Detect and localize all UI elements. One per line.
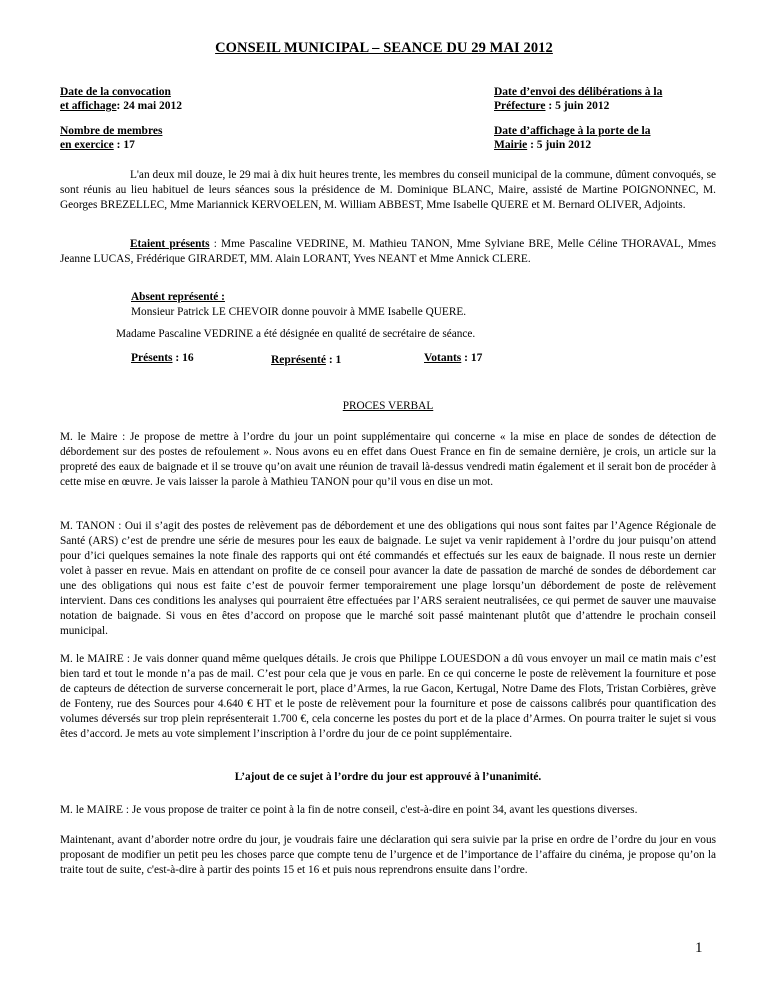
convocation-value: : 24 mai 2012 (116, 100, 183, 112)
presents-text: : Mme Pascaline VEDRINE, M. Mathieu TANON, Mme Sylviane BRE, Melle Céline THORAVAL, Mmes Jeanne LUCAS, Frédérique GIRARDET, MM. Alain LORANT, Yves NEANT et Mme Annick CLERE. (60, 238, 716, 265)
absent-block (131, 290, 716, 320)
membres-count (60, 124, 162, 152)
page-number: 1 (695, 940, 703, 956)
document-title: CONSEIL MUNICIPAL – SEANCE DU 29 MAI 2012 (215, 40, 553, 56)
affichage-label-line1: Date d’affichage à la porte de la (494, 125, 651, 137)
stat-votants-value: : 17 (461, 352, 483, 364)
affichage-label: Mairie (494, 139, 528, 151)
convocation-label-line2 (60, 99, 182, 113)
envoi-label-line2 (494, 99, 662, 113)
stat-represente (271, 354, 341, 366)
stat-votants-label: Votants (424, 352, 462, 364)
stat-votants (424, 352, 482, 364)
membres-label: en exercice (60, 139, 114, 151)
absent-text: Monsieur Patrick LE CHEVOIR donne pouvoir à MME Isabelle QUERE. (131, 306, 467, 318)
convocation-label-line1: Date de la convocation (60, 86, 171, 98)
convocation-label: et affichage (60, 100, 117, 112)
paragraph-tanon: M. TANON : Oui il s’agit des postes de relèvement pas de débordement et une des obligations qui nous sont faites par l’Agence Régionale de Santé (ARS) c’est de prendre une série de mesures pour les eaux de baignade. Le sujet va venir rapidement à l’ordre du jour puisqu’on attend pour d’ici quelques semaines la note finale des rapports qui ont été commandés et effectués sur les eaux de baignade. Il nous reste un dernier volet à passer en revue. Mais en attendant on profite de ce conseil pour avancer la date de passation de marché de sondes de débordement car une des obligations qui nous est faite c’est de pouvoir fermer temporairement une plage lorsqu’un débordement de poste de relèvement intervient. Dans ces conditions les analyses qui pourraient être effectuées par l’ARS seraient neutralisées, ce qui permet de sauver une mauvaise notation de baignade. Si vous en êtes d’accord on propose que le marché soit passé maintenant plutôt que d’attendre le prochain conseil municipal. (60, 520, 716, 637)
presents-label: Etaient présents (130, 238, 210, 250)
presents-paragraph (60, 237, 716, 267)
intro-paragraph: L'an deux mil douze, le 29 mai à dix huit heures trente, les membres du conseil municipal de la commune, dûment convoqués, se sont réunis au lieu habituel de leurs séances sous la présidence de M. Dominique BLANC, Maire, assisté de Martine POIGNONNEC, M. Georges BREZELLEC, Mme Mariannick KERVOELEN, M. William ABBEST, Mme Isabelle QUERE et M. Bernard OLIVER, Adjoints. (60, 169, 716, 211)
paragraph-maire-3: M. le MAIRE : Je vous propose de traiter ce point à la fin de notre conseil, c'est-à-dire en point 34, avant les questions diverses. (60, 804, 638, 816)
envoi-label: Préfecture (494, 100, 546, 112)
membres-label-line1: Nombre de membres (60, 125, 163, 137)
paragraph-maire-2: M. le MAIRE : Je vais donner quand même quelques détails. Je crois que Philippe LOUESDON a dû vous envoyer un mail ce matin mais c’est bien tard et tout le monde n’a pas de mail. C’est pour cela que je vous en parle. En ce qui concerne le poste de relèvement la fourniture et pose de capteurs de détection de surverse concernerait le port, place d’Armes, la rue Gacon, Kertugal, Notre Dame des Flots, Tristan Corbières, grève de Fonteny, rue des Sources pour 4.640 € HT et le poste de relèvement pour la fourniture et pose de caissons calibrés pour quantification des volumes déversés sur trop plein représenterait 1.700 €, cela concerne les postes du port et de la place d’Armes. On pourra traiter le sujet si vous êtes d’accord. Je mets au vote simplement l’inscription à l’ordre du jour de ce point supplémentaire. (60, 653, 716, 740)
affichage-value: : 5 juin 2012 (527, 139, 592, 151)
decision-line: L’ajout de ce sujet à l’ordre du jour est approuvé à l’unanimité. (234, 771, 542, 783)
stat-presents-label: Présents (131, 352, 173, 364)
pv-heading: PROCES VERBAL (342, 400, 434, 412)
stat-presents (131, 352, 194, 364)
paragraph-maire-4: Maintenant, avant d’aborder notre ordre du jour, je voudrais faire une déclaration qui sera suivie par la prise en ordre de l’ordre du jour en vous proposant de modifier un petit peu les choses parce que compte tenu de l’urgence et de l’importance de l’affaire du cinéma, je propose qu’on la traite tout de suite, c'est-à-dire à partir des points 15 et 16 et puis nous reprendrons ensuite dans l’ordre. (60, 834, 716, 876)
membres-value: : 17 (113, 139, 135, 151)
stat-presents-value: : 16 (172, 352, 194, 364)
membres-label-line2 (60, 138, 162, 152)
envoi-date (494, 85, 662, 113)
affichage-date (494, 124, 651, 152)
stat-represente-value: : 1 (325, 354, 342, 366)
envoi-label-line1: Date d’envoi des délibérations à la (494, 86, 663, 98)
affichage-label-line2 (494, 138, 651, 152)
absent-label: Absent représenté : (131, 291, 225, 303)
stat-represente-label: Représenté (271, 354, 326, 366)
convocation-date (60, 85, 182, 113)
paragraph-maire-1: M. le Maire : Je propose de mettre à l’ordre du jour un point supplémentaire qui concerne « la mise en place de sondes de détection de débordement sur des postes de refoulement ». Nous avons eu en effet dans Ouest France en fin de semaine dernière, je crois, un article sur la propreté des eaux de baignade et il se trouve qu’on avait une réunion de travail là-dessus vendredi matin également et il serait bon de procéder à cette mise en œuvre. Je vais laisser la parole à Mathieu TANON pour qu’il vous en dise un mot. (60, 431, 716, 488)
secretaire-line: Madame Pascaline VEDRINE a été désignée en qualité de secrétaire de séance. (116, 328, 476, 340)
envoi-value: : 5 juin 2012 (545, 100, 610, 112)
